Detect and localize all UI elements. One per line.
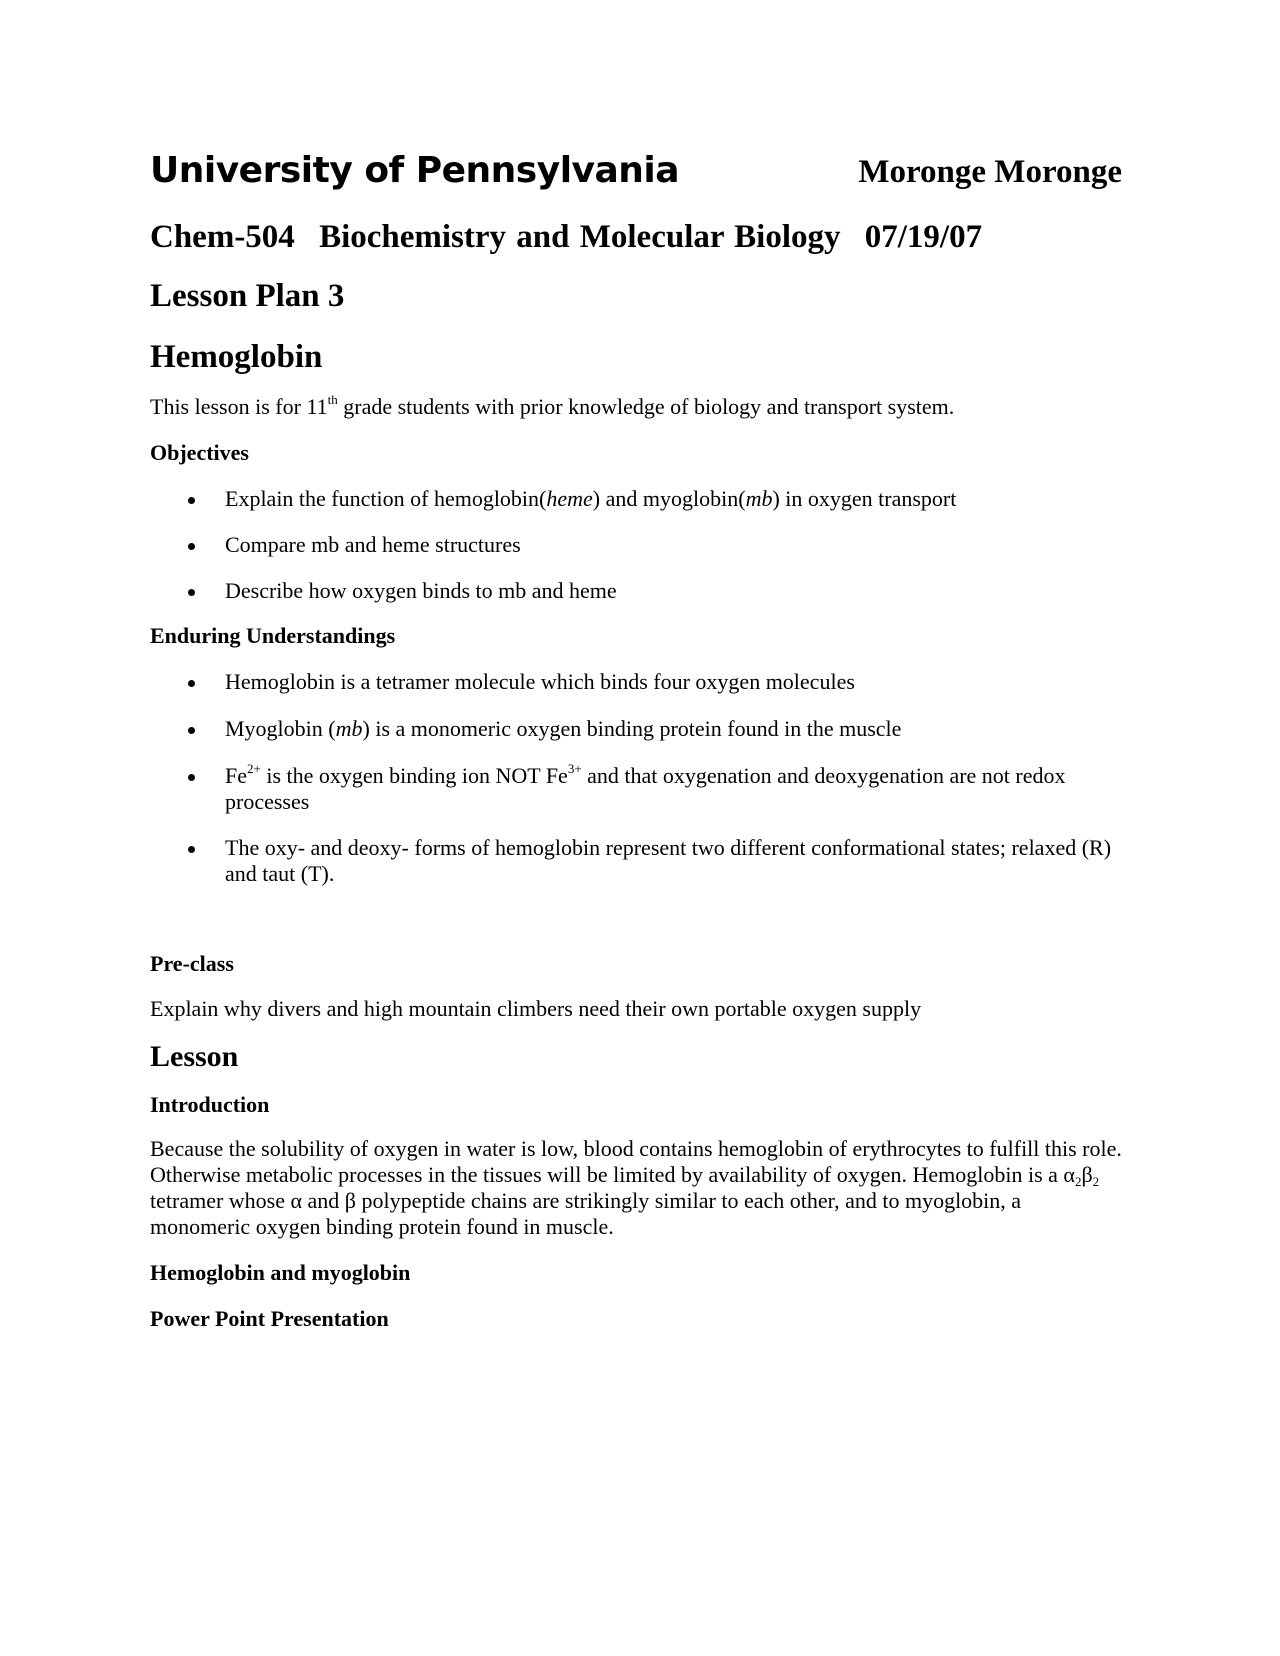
bullet-icon — [188, 589, 195, 596]
document-page — [150, 150, 1122, 1332]
university-name: University of Pennsylvania — [150, 150, 680, 191]
course-date: 07/19/07 — [864, 219, 983, 255]
list-item — [150, 835, 1122, 887]
objective-text: ) in oxygen transport — [772, 486, 957, 511]
objective-text: ) and myoglobin( — [592, 486, 746, 511]
hemoglobin-myoglobin-heading: Hemoglobin and myoglobin — [150, 1260, 411, 1285]
preclass-text: Explain why divers and high mountain climbers need their own portable oxygen supply — [150, 996, 922, 1021]
lesson-plan-title: Lesson Plan 3 — [150, 278, 345, 314]
list-item — [150, 532, 1122, 558]
intro-line — [150, 394, 1122, 420]
objective-italic: heme — [546, 486, 593, 511]
objective-text: Explain the function of hemoglobin( — [225, 486, 547, 511]
lesson-heading: Lesson — [150, 1040, 239, 1073]
topic-title: Hemoglobin — [150, 339, 323, 375]
enduring-list — [150, 669, 1122, 887]
superscript: 3+ — [567, 761, 582, 776]
author-name: Moronge Moronge — [858, 154, 1122, 190]
objective-italic: mb — [745, 486, 773, 511]
understanding-text: Hemoglobin is a tetramer molecule which binds four oxygen molecules — [225, 669, 855, 694]
introduction-heading: Introduction — [150, 1092, 270, 1117]
list-item — [150, 486, 1122, 512]
power-point-heading: Power Point Presentation — [150, 1306, 389, 1331]
paragraph-text: β — [1081, 1162, 1093, 1187]
list-item — [150, 669, 1122, 695]
enduring-heading: Enduring Understandings — [150, 623, 396, 648]
bullet-icon — [188, 846, 195, 853]
introduction-paragraph — [150, 1136, 1122, 1240]
understanding-text: Fe — [225, 763, 247, 788]
intro-line-end: grade students with prior knowledge of biology and transport system. — [337, 394, 955, 419]
intro-line-sup: th — [327, 392, 338, 407]
preclass-heading: Pre-class — [150, 951, 234, 976]
understanding-text: The oxy- and deoxy- forms of hemoglobin represent two different conformational states; relaxed (R) and taut (T). — [225, 835, 1112, 886]
subscript: 2 — [1074, 1174, 1082, 1189]
understanding-text: Myoglobin ( — [225, 716, 336, 741]
understanding-text: is the oxygen binding ion NOT Fe — [260, 763, 568, 788]
subscript: 2 — [1092, 1174, 1100, 1189]
paragraph-text: Because the solubility of oxygen in water is low, blood contains hemoglobin of erythrocytes to fulfill this role. Otherwise metabolic processes in the tissues will be limited by availability of oxygen. Hemoglobin is a α — [150, 1136, 1122, 1187]
understanding-italic: mb — [335, 716, 363, 741]
objective-text: Compare mb and heme structures — [225, 532, 521, 557]
understanding-text: and that oxygenation and deoxygenation are not redox processes — [225, 763, 1066, 814]
objective-text: Describe how oxygen binds to mb and heme — [225, 578, 617, 603]
bullet-icon — [188, 543, 195, 550]
list-item — [150, 716, 1122, 742]
understanding-text: ) is a monomeric oxygen binding protein found in the muscle — [362, 716, 902, 741]
paragraph-text: tetramer whose α and β polypeptide chains are strikingly similar to each other, and to myoglobin, a monomeric oxygen binding protein found in muscle. — [150, 1188, 1022, 1239]
objectives-list — [150, 486, 1122, 604]
bullet-icon — [188, 727, 195, 734]
list-item — [150, 763, 1122, 815]
list-item — [150, 578, 1122, 604]
bullet-icon — [188, 497, 195, 504]
bullet-icon — [188, 774, 195, 781]
course-title: Biochemistry and Molecular Biology — [319, 219, 841, 255]
bullet-icon — [188, 680, 195, 687]
intro-line-start: This lesson is for 11 — [150, 394, 328, 419]
course-code: Chem-504 — [150, 219, 295, 255]
superscript: 2+ — [247, 761, 261, 776]
course-title-line — [150, 219, 1122, 256]
document-header — [150, 150, 1122, 202]
objectives-heading: Objectives — [150, 440, 249, 465]
